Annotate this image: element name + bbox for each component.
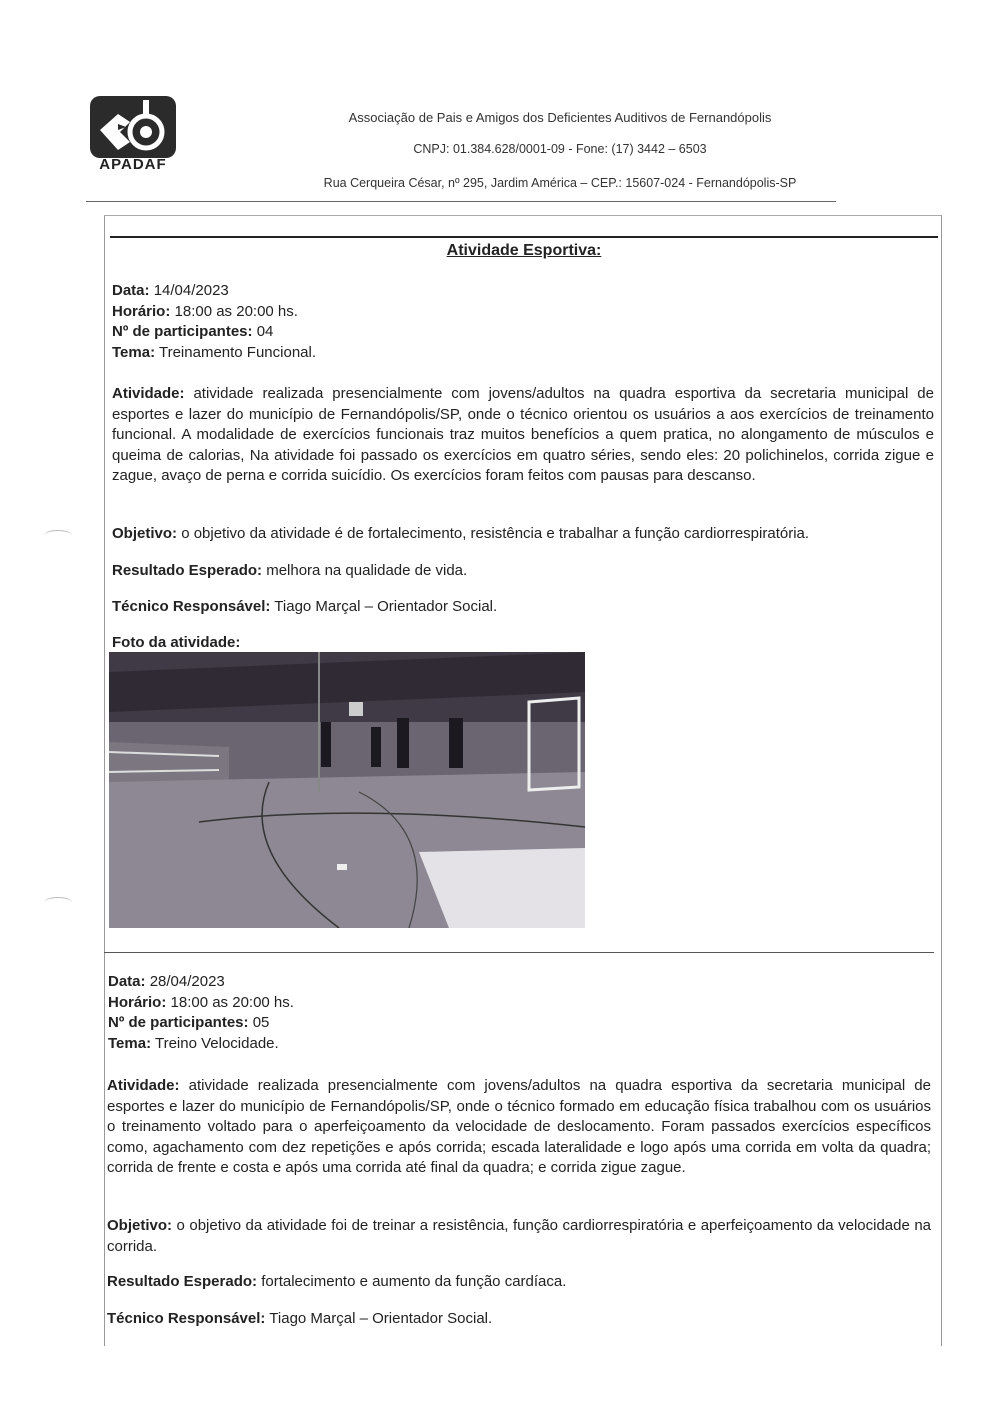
- date-value: 28/04/2023: [149, 973, 225, 990]
- date-value: 14/04/2023: [153, 282, 229, 299]
- apadaf-logo: [86, 96, 180, 176]
- participants-row: Nº de participantes: 04: [112, 323, 274, 340]
- activity-photo: [109, 652, 585, 928]
- header-divider: [86, 201, 836, 202]
- frame-top-rule: [110, 236, 938, 238]
- technician-text: Tiago Marçal – Orientador Social.: [274, 598, 498, 615]
- time-row: Horário: 18:00 as 20:00 hs.: [112, 302, 298, 320]
- time-value: 18:00 as 20:00 hs.: [174, 302, 298, 320]
- result-text: fortalecimento e aumento da função cardíaca.: [261, 1273, 567, 1290]
- activity-text: atividade realizada presencialmente com jovens/adultos na quadra esportiva da secretaria municipal de esportes e lazer do município de Fernandópolis/SP, onde o técnico formado em educação física trabalhou com os usuários o treinamento voltado para o aperfeiçoamento da velocidade de deslocamento. Foram passados exercícios específicos como, agachamento com dez repetições e após corrida; escada lateralidade e logo após uma corrida em volta da quadra; corrida de frente e costa e após uma corrida até final da quadra; e corrida zigue zague.: [107, 1077, 931, 1176]
- theme-value: Treinamento Funcional.: [158, 343, 317, 361]
- photo-caption: Foto da atividade:: [112, 634, 241, 651]
- entry-1-meta: [112, 281, 316, 363]
- participants-value: 05: [252, 1014, 270, 1031]
- entry-2-activity: Atividade: atividade realizada presencialmente com jovens/adultos na quadra esportiva da secretaria municipal de esportes e lazer do município de Fernandópolis/SP, onde o técnico formado em educação física trabalhou com os usuários o treinamento voltado para o aperfeiçoamento da velocidade de deslocamento. Foram passados exercícios específicos como, agachamento com dez repetições e após corrida; escada lateralidade e logo após uma corrida em volta da quadra; corrida de frente e costa e após uma corrida até final da quadra; e corrida zigue zague.: [107, 1077, 931, 1176]
- ear-logo-icon: [90, 96, 176, 158]
- result-text: melhora na qualidade de vida.: [266, 562, 468, 579]
- activity-text: atividade realizada presencialmente com jovens/adultos na quadra esportiva da secretaria municipal de esportes e lazer do município de Fernandópolis/SP, onde o técnico orientou os usuários a aos exercícios de treinamento funcional. A modalidade de exercícios funcionais traz muitos benefícios a quem pratica, no alongamento de músculos e queima de calorias, Na atividade foi passado os exercícios em quatro séries, sendo eles: 20 polichinelos, corrida zigue e zague, avaço de perna e corrida suicídio. Os exercícios foram feitos com pausas para descanso.: [112, 385, 934, 484]
- objective-text: o objetivo da atividade foi de treinar a resistência, função cardiorrespiratória e aperfeiçoamento da velocidade na corrida.: [107, 1217, 931, 1255]
- scan-mark: [44, 530, 72, 541]
- participants-value: 04: [256, 323, 274, 340]
- entry-1-expected-result: Resultado Esperado: melhora na qualidade de vida.: [112, 562, 468, 579]
- address-line: Rua Cerqueira César, nº 295, Jardim América – CEP.: 15607-024 - Fernandópolis-SP: [323, 176, 797, 190]
- entry-1-activity: Atividade: atividade realizada presencialmente com jovens/adultos na quadra esportiva da secretaria municipal de esportes e lazer do município de Fernandópolis/SP, onde o técnico orientou os usuários a aos exercícios de treinamento funcional. A modalidade de exercícios funcionais traz muitos benefícios a quem pratica, no alongamento de músculos e queima de calorias, Na atividade foi passado os exercícios em quatro séries, sendo eles: 20 polichinelos, corrida zigue e zague, avaço de perna e corrida suicídio. Os exercícios foram feitos com pausas para descanso.: [112, 385, 934, 484]
- org-name: Associação de Pais e Amigos dos Deficientes Auditivos de Fernandópolis: [348, 110, 772, 125]
- sports-court-photo: [109, 652, 585, 928]
- date-row: Data: 14/04/2023: [112, 282, 229, 299]
- time-row: Horário: 18:00 as 20:00 hs.: [108, 993, 294, 1011]
- entry-2-expected-result: Resultado Esperado: fortalecimento e aumento da função cardíaca.: [107, 1273, 567, 1290]
- entry-1-objective: Objetivo: o objetivo da atividade é de fortalecimento, resistência e trabalhar a função cardiorrespiratória.: [112, 525, 810, 542]
- entry-2-technician: Técnico Responsável: Tiago Marçal – Orientador Social.: [107, 1310, 493, 1327]
- logo-text: APADAF: [99, 156, 167, 173]
- logo-emblem: [90, 96, 176, 158]
- participants-row: Nº de participantes: 05: [108, 1014, 270, 1031]
- cnpj-phone-line: CNPJ: 01.384.628/0001-09 - Fone: (17) 3442 – 6503: [413, 142, 707, 156]
- scan-mark: [44, 897, 72, 908]
- entry-2-meta: [108, 972, 294, 1054]
- theme-value: Treino Velocidade.: [154, 1034, 279, 1052]
- theme-row: Tema: Treino Velocidade.: [108, 1034, 279, 1052]
- entry-1-technician: Técnico Responsável: Tiago Marçal – Orientador Social.: [112, 598, 498, 615]
- section-title: Atividade Esportiva:: [446, 242, 602, 259]
- time-value: 18:00 as 20:00 hs.: [170, 993, 294, 1011]
- entry-2-objective: Objetivo: o objetivo da atividade foi de treinar a resistência, função cardiorrespiratória e aperfeiçoamento da velocidade na corrida.: [107, 1217, 931, 1255]
- date-row: Data: 28/04/2023: [108, 973, 225, 990]
- technician-text: Tiago Marçal – Orientador Social.: [269, 1310, 493, 1327]
- entry-separator: [104, 952, 934, 953]
- objective-text: o objetivo da atividade é de fortalecimento, resistência e trabalhar a função cardiorrespiratória.: [181, 525, 810, 542]
- theme-row: Tema: Treinamento Funcional.: [112, 343, 317, 361]
